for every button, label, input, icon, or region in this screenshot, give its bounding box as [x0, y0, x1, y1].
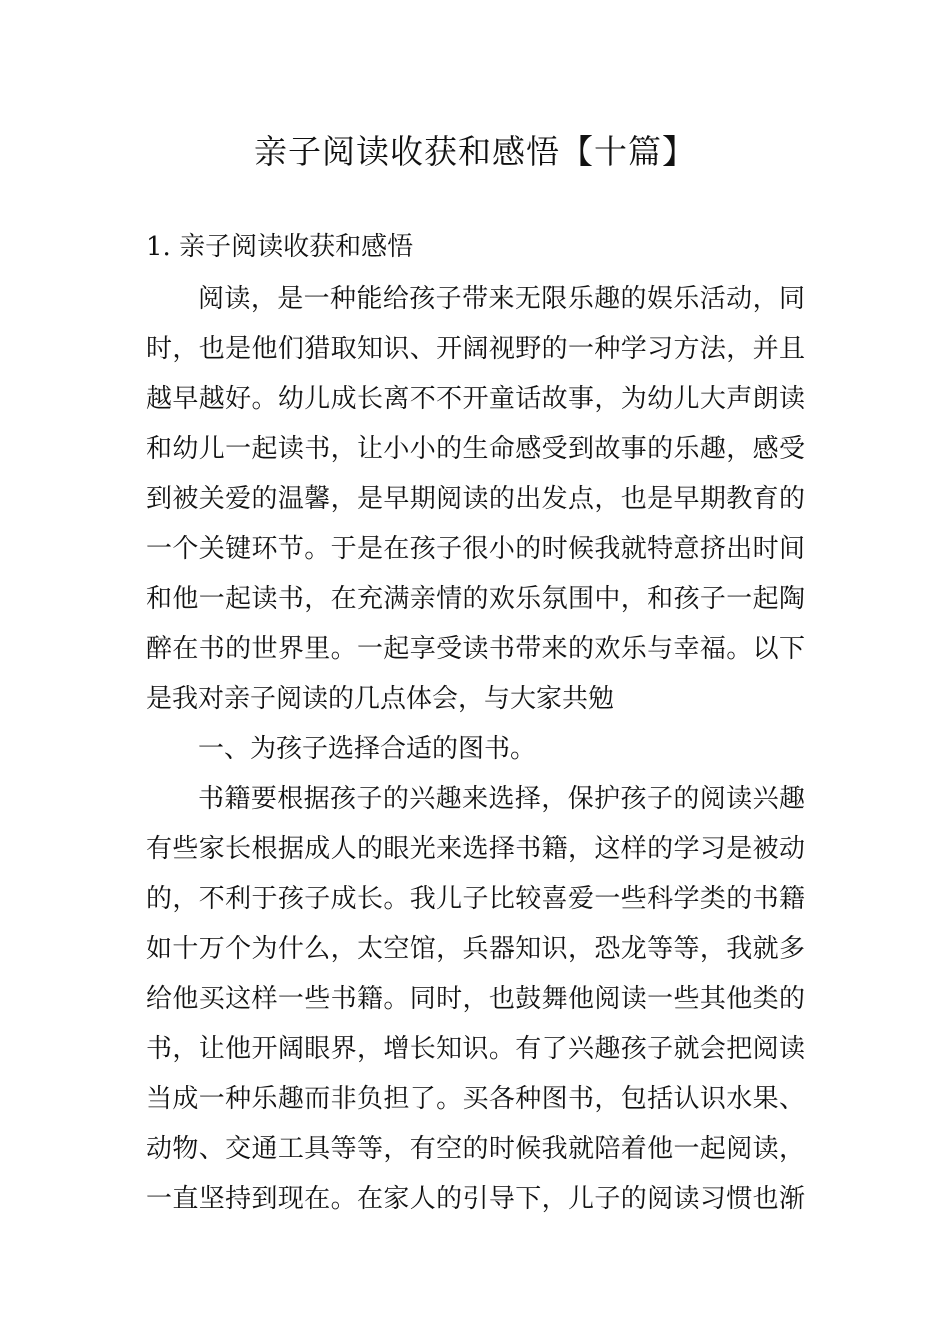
paragraph-line: 阅读，是一种能给孩子带来无限乐趣的娱乐活动，同: [198, 284, 805, 314]
paragraph-line: 时，也是他们猎取知识、开阔视野的一种学习方法，并且: [146, 334, 805, 364]
paragraph-line: 一个关键环节。于是在孩子很小的时候我就特意挤出时间: [146, 534, 805, 564]
paragraph-line: 给他买这样一些书籍。同时，也鼓舞他阅读一些其他类的: [146, 984, 805, 1014]
paragraph-line: 书籍要根据孩子的兴趣来选择，保护孩子的阅读兴趣: [198, 784, 805, 814]
paragraph-line: 和他一起读书，在充满亲情的欢乐氛围中，和孩子一起陶: [146, 584, 805, 614]
document-title: 亲子阅读收获和感悟【十篇】: [254, 132, 696, 171]
paragraph-line: 有些家长根据成人的眼光来选择书籍，这样的学习是被动: [146, 834, 805, 864]
paragraph-line: 书，让他开阔眼界，增长知识。有了兴趣孩子就会把阅读: [146, 1034, 805, 1064]
paragraph-line: 醉在书的世界里。一起享受读书带来的欢乐与幸福。以下: [146, 634, 805, 664]
paragraph-line: 当成一种乐趣而非负担了。买各种图书，包括认识水果、: [146, 1084, 805, 1114]
paragraph-line: 一直坚持到现在。在家人的引导下，儿子的阅读习惯也渐: [146, 1184, 805, 1214]
paragraph-line: 是我对亲子阅读的几点体会，与大家共勉: [146, 684, 615, 714]
paragraph-line: 如十万个为什么，太空馆，兵器知识，恐龙等等，我就多: [146, 934, 805, 964]
paragraph-line: 动物、交通工具等等，有空的时候我就陪着他一起阅读，: [146, 1134, 805, 1164]
paragraph-line: 到被关爱的温馨，是早期阅读的出发点，也是早期教育的: [146, 484, 805, 514]
subsection-heading: 一、为孩子选择合适的图书。: [198, 734, 537, 764]
section-heading: 1. 亲子阅读收获和感悟: [146, 232, 414, 262]
paragraph-line: 越早越好。幼儿成长离不不开童话故事，为幼儿大声朗读: [146, 384, 805, 414]
paragraph-line: 和幼儿一起读书，让小小的生命感受到故事的乐趣，感受: [146, 434, 805, 464]
paragraph-line: 的，不利于孩子成长。我儿子比较喜爱一些科学类的书籍: [146, 884, 805, 914]
